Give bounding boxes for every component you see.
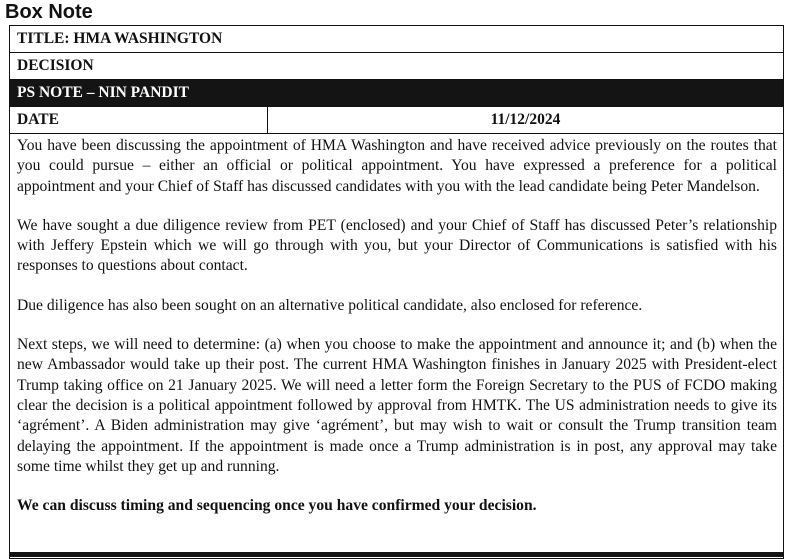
body-paragraph-1: You have been discussing the appointment of HMA Washington and have received advice previously on the routes that you could pursue – either an official or political appointment. You have expressed a preference for a political appointment and your Chief of Staff has discussed candidates with you with the lead candidate being Peter Mandelson. xyxy=(17,137,777,195)
date-value: 11/12/2024 xyxy=(490,111,561,128)
note-body xyxy=(10,134,783,558)
box-note-table xyxy=(9,25,784,559)
body-paragraph-4: Next steps, we will need to determine: (a) when you choose to make the appointment and announce it; and (b) when the new Ambassador would take up their post. The current HMA Washington finishes in January 2025 with President-elect Trump taking office on 21 January 2025. We will need a letter form the Foreign Secretary to the PUS of FCDO making clear the decision is a political appointment followed by approval from HMTK. The US administration needs to give its ‘agrément’. A Biden administration may give ‘agrément’, but may wish to wait or consult the Trump transition team delaying the appointment. If the appointment is made once a Trump administration is in post, any approval may take some time whilst they get up and running. xyxy=(17,336,777,475)
bottom-dark-bar xyxy=(9,552,784,557)
date-label: DATE xyxy=(10,107,268,133)
date-row xyxy=(10,107,783,134)
body-paragraph-3: Due diligence has also been sought on an alternative political candidate, also enclosed for reference. xyxy=(17,296,643,314)
closing-statement: We can discuss timing and sequencing once you have confirmed your decision. xyxy=(17,497,537,515)
body-paragraph-2: We have sought a due diligence review from PET (enclosed) and your Chief of Staff has discussed Peter’s relationship with Jeffery Epstein which we will go through with you, but your Director of Communications is satisfied with his responses to questions about contact. xyxy=(17,216,777,275)
ps-note-row: PS NOTE – NIN PANDIT xyxy=(10,80,783,107)
page-heading: Box Note xyxy=(5,1,93,23)
decision-row: DECISION xyxy=(10,53,783,80)
title-row: TITLE: HMA WASHINGTON xyxy=(10,26,783,53)
